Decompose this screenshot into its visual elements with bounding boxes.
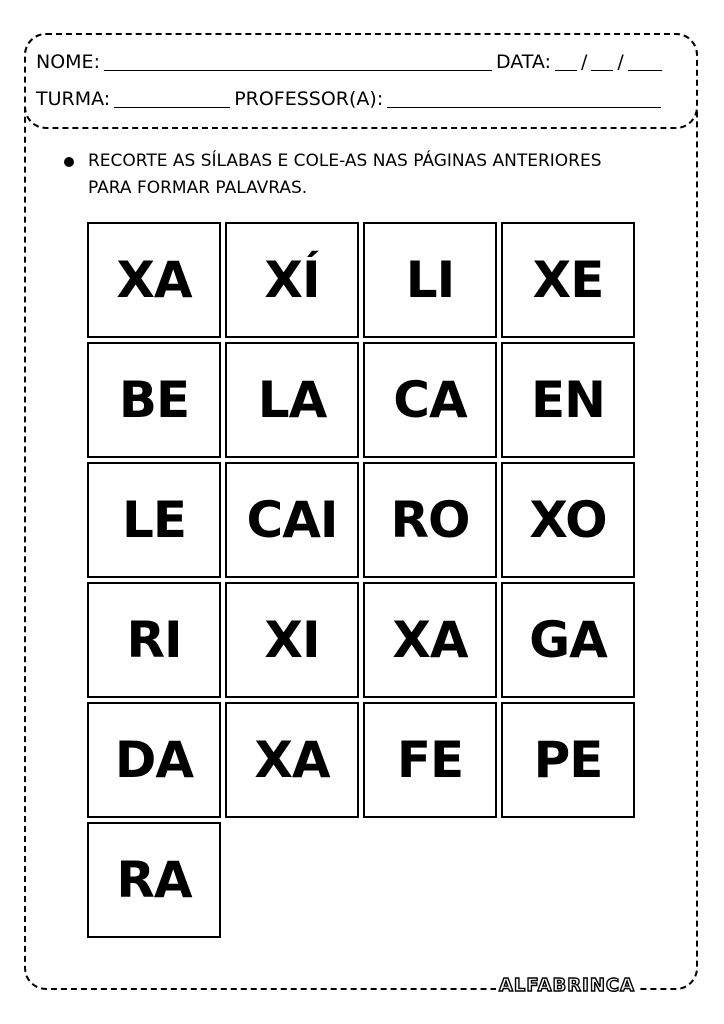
syllable-card: LA — [225, 342, 359, 458]
syllable-card: XA — [363, 582, 497, 698]
turma-field[interactable] — [114, 89, 230, 108]
syllable-card: RI — [87, 582, 221, 698]
data-label: DATA: — [495, 51, 551, 73]
header-line-1 — [36, 51, 686, 73]
bullet-icon — [64, 157, 74, 167]
data-slash-2: / — [617, 51, 624, 73]
syllable-card: GA — [501, 582, 635, 698]
syllable-card: PE — [501, 702, 635, 818]
syllable-card: BE — [87, 342, 221, 458]
syllable-card: RO — [363, 462, 497, 578]
data-slash-1: / — [580, 51, 588, 73]
alfabrinca-logo: ALFABRINCA — [496, 975, 638, 996]
nome-label: NOME: — [36, 51, 100, 73]
instruction-line-2: PARA FORMAR PALAVRAS. — [88, 178, 308, 198]
instruction-line-1: RECORTE AS SÍLABAS E COLE-AS NAS PÁGINAS ANTERIORES — [88, 151, 602, 171]
data-year-field[interactable] — [628, 52, 662, 71]
professor-label: PROFESSOR(A): — [234, 88, 384, 110]
syllable-card: LE — [87, 462, 221, 578]
syllable-card: XA — [87, 222, 221, 338]
syllable-card: XA — [225, 702, 359, 818]
syllable-card: DA — [87, 702, 221, 818]
professor-field[interactable] — [387, 89, 661, 108]
syllable-card: RA — [87, 822, 221, 938]
syllable-card: FE — [363, 702, 497, 818]
data-month-field[interactable] — [591, 52, 613, 71]
nome-field[interactable] — [104, 52, 492, 71]
header-line-2 — [36, 88, 686, 110]
student-info-header — [24, 33, 698, 129]
syllable-card: LI — [363, 222, 497, 338]
syllable-card: CAI — [225, 462, 359, 578]
turma-label: TURMA: — [36, 88, 111, 110]
syllable-card: XÍ — [225, 222, 359, 338]
instruction — [64, 148, 664, 202]
syllable-grid — [87, 222, 639, 942]
data-day-field[interactable] — [555, 52, 577, 71]
syllable-card: XO — [501, 462, 635, 578]
syllable-card: XE — [501, 222, 635, 338]
syllable-card: EN — [501, 342, 635, 458]
syllable-card: CA — [363, 342, 497, 458]
syllable-card: XI — [225, 582, 359, 698]
